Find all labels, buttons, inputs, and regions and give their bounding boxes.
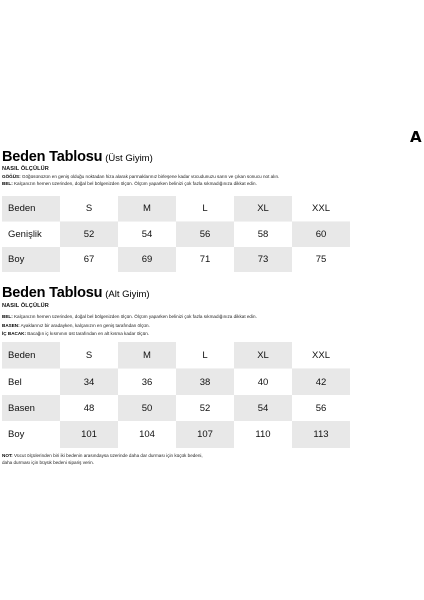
table-cell: 52 <box>176 395 234 421</box>
table-cell: L <box>176 342 234 369</box>
table-cell: XL <box>234 196 292 222</box>
table-cell: 54 <box>118 222 176 247</box>
table-cell: XXL <box>292 196 350 222</box>
table-cell: 58 <box>234 222 292 247</box>
upper-title: Beden Tablosu <box>2 149 103 165</box>
upper-section-title <box>2 148 153 166</box>
upper-size-table <box>2 196 350 272</box>
table-cell: Basen <box>2 395 60 421</box>
lower-instruction-hip: BASEN: Ayaklarınız bir aradayken, kalçanızın en geniş tarafından ölçün. <box>2 323 150 328</box>
table-cell: 69 <box>118 247 176 272</box>
table-cell: 110 <box>234 421 292 448</box>
lower-how-to-measure: NASIL ÖLÇÜLÜR <box>2 303 49 309</box>
table-cell: 75 <box>292 247 350 272</box>
lower-size-table <box>2 342 350 448</box>
lower-title: Beden Tablosu <box>2 285 103 301</box>
lower-section-title <box>2 284 150 302</box>
table-cell: M <box>118 196 176 222</box>
table-cell: XL <box>234 342 292 369</box>
note-line-2: daha durması için büyük bedeni sipariş verin. <box>2 460 94 465</box>
table-cell: M <box>118 342 176 369</box>
table-cell: S <box>60 196 118 222</box>
table-cell: Beden <box>2 196 60 222</box>
table-cell: 56 <box>292 395 350 421</box>
table-cell: 60 <box>292 222 350 247</box>
lower-instruction-waist: BEL: Kalçanızın hemen üzerinden, doğal bel bölgenizden ölçün. Ölçüm yaparken belinizi çok fazla sıkmadığınıza dikkat edin. <box>2 314 257 319</box>
upper-how-to-measure: NASIL ÖLÇÜLÜR <box>2 166 49 172</box>
table-row <box>2 342 350 369</box>
table-cell: 34 <box>60 369 118 395</box>
table-cell: 113 <box>292 421 350 448</box>
upper-instruction-waist: BEL: Kalçanızın hemen üzerinden, doğal bel bölgenizden ölçün. Ölçüm yaparken belinizi çok fazla sıkmadığınıza dikkat edin. <box>2 181 257 186</box>
table-cell: 67 <box>60 247 118 272</box>
table-cell: 42 <box>292 369 350 395</box>
table-cell: 101 <box>60 421 118 448</box>
table-row <box>2 247 350 272</box>
table-cell: 52 <box>60 222 118 247</box>
table-cell: Genişlik <box>2 222 60 247</box>
size-note <box>2 452 203 466</box>
upper-subtitle: (Üst Giyim) <box>105 153 153 164</box>
table-cell: 48 <box>60 395 118 421</box>
table-row <box>2 222 350 247</box>
table-cell: 56 <box>176 222 234 247</box>
table-cell: 54 <box>234 395 292 421</box>
table-cell: 36 <box>118 369 176 395</box>
table-row <box>2 369 350 395</box>
table-cell: 73 <box>234 247 292 272</box>
table-cell: Beden <box>2 342 60 369</box>
table-cell: 40 <box>234 369 292 395</box>
table-cell: Boy <box>2 247 60 272</box>
table-cell: 50 <box>118 395 176 421</box>
table-cell: S <box>60 342 118 369</box>
note-line-1: NOT: Vücut ölçülerinden biri iki bedenin arasındaysa üzerinde daha dar durması için küçük bedeni, <box>2 453 203 458</box>
brand-logo: A <box>410 128 422 146</box>
table-cell: 38 <box>176 369 234 395</box>
lower-subtitle: (Alt Giyim) <box>105 289 150 300</box>
upper-instruction-chest: GÖĞÜS: Göğüsünüzün en geniş olduğu noktadan hiza alarak parmaklarınız birleşene kadar vücudunuzu sarın ve çıkan sonucu not alın. <box>2 174 280 179</box>
lower-instruction-inseam: İÇ BACAK: Bacağın iç kısmının üst tarafından en alt kısma kadar ölçün. <box>2 331 150 336</box>
table-cell: XXL <box>292 342 350 369</box>
table-cell: 107 <box>176 421 234 448</box>
table-row <box>2 421 350 448</box>
table-row <box>2 196 350 222</box>
table-row <box>2 395 350 421</box>
table-cell: 71 <box>176 247 234 272</box>
table-cell: 104 <box>118 421 176 448</box>
table-cell: L <box>176 196 234 222</box>
table-cell: Boy <box>2 421 60 448</box>
table-cell: Bel <box>2 369 60 395</box>
